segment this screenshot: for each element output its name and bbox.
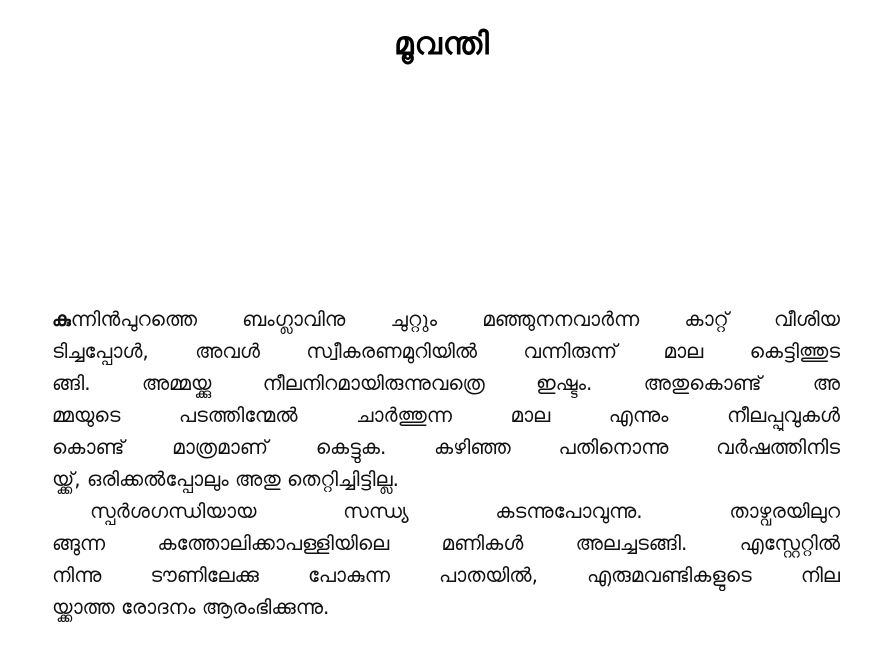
paragraph-2 bbox=[52, 495, 840, 623]
text-line: സ്പർശഗന്ധിയായ സന്ധ്യ കടന്നുപോവുന്നു. താഴ്വരയിലുറ bbox=[90, 499, 840, 523]
body-text bbox=[52, 303, 840, 623]
text-line: യ്ക്ക്, ഒരിക്കൽപ്പോലും അതു തെറ്റിച്ചിട്ടില്ല. bbox=[52, 467, 399, 491]
text-line: മ്മയുടെ പടത്തിന്മേൽ ചാർത്തുന്ന മാല എന്നും നീലപ്പൂവുകൾ bbox=[52, 403, 840, 427]
text-line bbox=[52, 303, 840, 335]
text-line: കൊണ്ട് മാത്രമാണ് കെട്ടുക. കഴിഞ്ഞ പതിനൊന്നു വർഷത്തിനിട bbox=[52, 435, 840, 459]
chapter-title: മൂവന്തി bbox=[394, 26, 490, 62]
text-line: ങ്ങുന്ന കത്തോലിക്കാപള്ളിയിലെ മണികൾ അലച്ചടങ്ങി. എസ്റ്റേറ്റിൽ bbox=[52, 531, 840, 555]
text-line: നിന്നു ടൗണിലേക്കു പോകുന്ന പാതയിൽ, എരുമവണ്ടികളുടെ നില bbox=[52, 563, 840, 587]
text-line: ങ്ങി. അമ്മയ്ക്കു നീലനിറമായിരുന്നുവത്രെ ഇഷ്ടം. അതുകൊണ്ട് അ bbox=[52, 371, 840, 395]
text-line: ടിച്ചപ്പോൾ, അവൾ സ്വീകരണമുറിയിൽ വന്നിരുന്ന് മാല കെട്ടിത്തുട bbox=[52, 339, 840, 363]
text-line: യ്ക്കാത്ത രോദനം ആരംഭിക്കുന്നു. bbox=[52, 595, 330, 619]
paragraph-lead: കു bbox=[52, 307, 71, 331]
text-line-content: ന്നിൻപുറത്തെ ബംഗ്ലാവിനു ചുറ്റും മഞ്ഞുനനവാർന്ന കാറ്റ് വീശിയ bbox=[70, 307, 840, 331]
paragraph-1 bbox=[52, 303, 840, 495]
